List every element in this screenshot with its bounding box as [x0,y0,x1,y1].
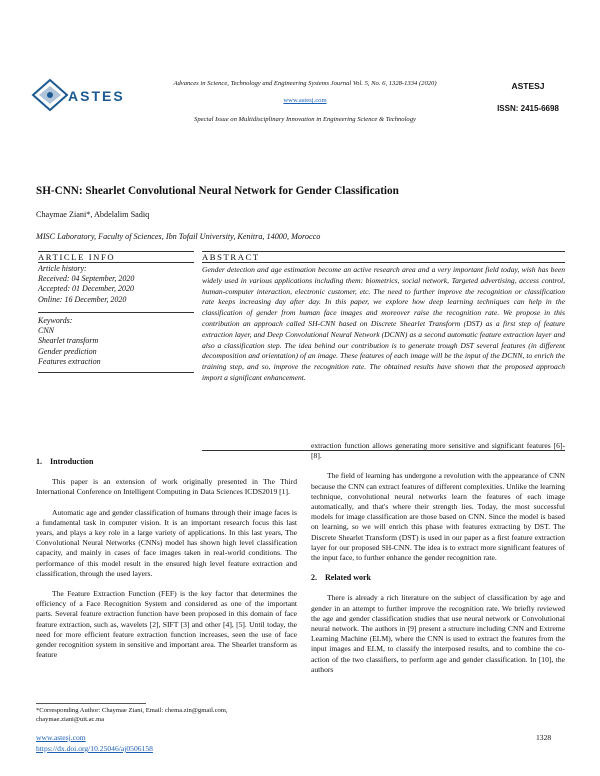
divider [38,372,194,373]
body-column-right [311,441,565,675]
article-info-heading: ARTICLE INFO [38,252,116,262]
divider [38,312,194,313]
section-heading-related-work: 2. Related work [311,573,371,583]
paragraph: This paper is an extension of work originally presented in The Third International Conference on Intelligent Computing in Data Sciences ICDS2019 [1]. [36,477,297,497]
logo-wordmark: ASTES [68,88,125,104]
page-number: 1328 [536,733,552,742]
divider [38,262,194,263]
keyword: Features extraction [38,356,101,366]
paragraph: extraction function allows generating more sensitive and significant features [6]-[8]. [311,441,565,461]
accepted-date: Accepted: 01 December, 2020 [38,284,134,294]
history-label: Article history: [38,264,87,273]
article-history [38,264,194,305]
keywords-label: Keywords: [38,316,73,325]
corresponding-author-footnote [36,707,297,724]
issn: ISSN: 2415-6698 [497,104,559,113]
keyword: Shearlet transform [38,336,99,346]
affiliation: MISC Laboratory, Faculty of Sciences, Ibn Tofail University, Kenitra, 14000, Morocco [36,232,321,241]
paragraph: Automatic age and gender classification of humans through their image faces is a fundamental task in computer vision. It is an important research focus this last years, and plays a key role in a large variety of applications. In this last years, The Convolutional Neural Networks (CNNs) model has shown high level classification capacity, and mainly in cases of face images taken in real-world conditions. The performance of this model result in the ensured high level feature extraction and classification, through the used layers. [36,507,297,578]
abstract-text: Gender detection and age estimation become an active research area and a very important field today, wish has been widely used in various applications including them: biometrics, social network, Targeted advertising, access control, human-computer interaction, electronic customer, etc. The need to further improve the recognition or classification rate keeps increasing day after day. In this paper, we explore how deep learning techniques can help in the classification of gender from human face images and moreover raise the recognition rate. We propose in this contribution an approach called SH-CNN based on Discrete Shearlet Transform (DST) as a first step of feature extraction layer, and Deep Convolutional Neural Network (DCNN) as a second automatic feature extraction layer and also a classification step. The idea behind our contribution is to generate trough DST several features (in different decomposition and orientation) of an image. These features of each image will be the input of the DCNN, to enrich the training step, and so, improve the recognition rate. The obtained results have shown that the proposed approach import a significant enhancement. [202,265,565,382]
online-date: Online: 16 December, 2020 [38,294,127,304]
footnote-line: *Corresponding Author: Chaymae Ziani, Email: chema.zin@gmail.com, [36,707,228,714]
footnote-line: chaymae.ziani@uit.ac.ma [36,715,105,723]
paragraph: The field of learning has undergone a revolution with the appearance of CNN because the CNN can extract features of different complexities. Unlike the learning technique, convolutional neural networks learn the features of each image automatically, and that's where their strength lies. Today, the most successful models for image classification are those based on CNN. Since the model is based on learning, so we will enrich this phase with features extracting by DST. The Discrete Shearlet Transform (DST) is used in our paper as a first feature extraction layer for our proposed SH-CNN. The idea is to extract more significant features of the input face, to further enhance the gender recognition rate. [311,471,565,563]
authors: Chaymae Ziani*, Abdelalim Sadiq [36,210,150,219]
footnote-divider [36,703,146,704]
keyword: CNN [38,326,55,336]
divider [202,262,565,263]
paragraph: There is already a rich literature on the subject of classification by age and gender in an attempt to further improve the recognition rate. We briefly reviewed the age and gender classification studies that use neural network or Convolutional neural network. The authors in [9] present a structure including CNN and Extreme Learning Machine (ELM), where the CNN is used to extract the features from the input images and ELM, to classify the interposed results, and to combine the co-action of the two classifiers, to perform age and gender classification. In [10], the authors [311,593,565,674]
footer-site-link[interactable]: www.astesj.com [36,733,86,742]
section-heading-introduction: 1. Introduction [36,457,94,466]
paper-title: SH-CNN: Shearlet Convolutional Neural Network for Gender Classification [36,185,399,197]
body-column-left [36,457,297,660]
received-date: Received: 04 September, 2020 [38,274,135,284]
journal-url-link[interactable]: www.astesj.com [283,97,327,104]
doi-link[interactable]: https://dx.doi.org/10.25046/aj0506158 [36,744,153,753]
journal-line: Advances in Science, Technology and Engineering Systems Journal Vol. 5, No. 6, 1328-1334 (2020) [173,80,437,87]
keywords-box [38,316,194,367]
journal-abbrev: ASTESJ [511,81,545,91]
keyword: Gender prediction [38,346,97,356]
special-issue-line: Special Issue on Multidisciplinary Innovation in Engineering Science & Technology [194,116,416,123]
paragraph: The Feature Extraction Function (FEF) is the key factor that determines the efficiency of a Face Recognition System and considered as one of the important parts. Several feature extraction function have been proposed in this domain of face feature extraction, such as, wavelets [2], SIFT [3] and other [4], [5]. Until today, the need for more efficient feature extraction function increases, seen the use of face gender recognition system in sensitive and important area. The Shearlet transform as feature [36,589,297,660]
abstract-heading: ABSTRACT [202,252,260,262]
